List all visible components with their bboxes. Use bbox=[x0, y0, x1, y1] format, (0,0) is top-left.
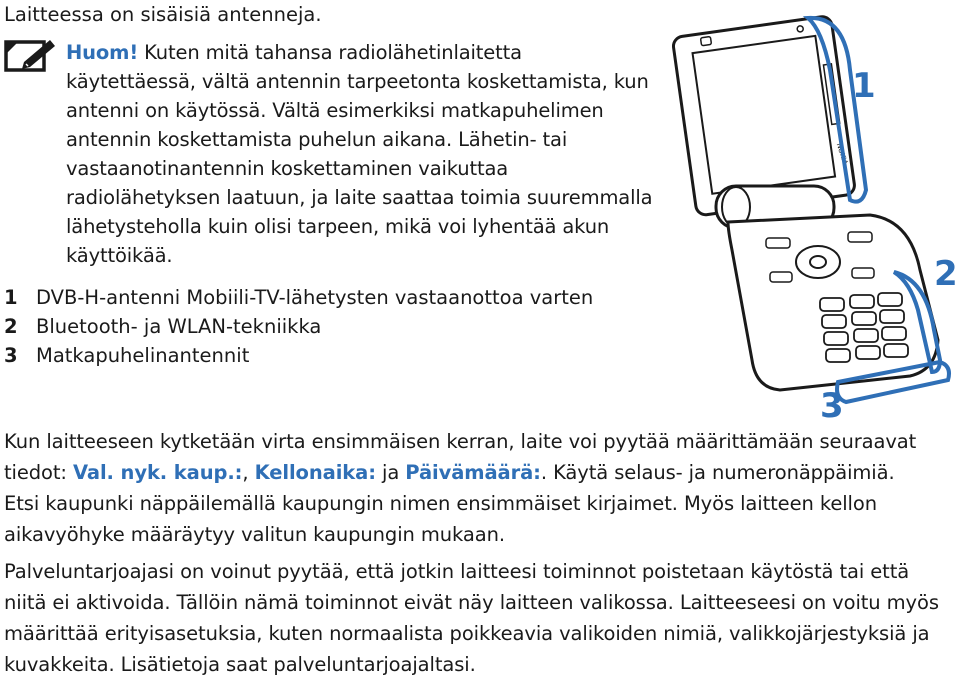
provider-paragraph bbox=[4, 556, 956, 680]
note-line: Kuten mitä tahansa radiolähetinlaitetta bbox=[138, 41, 522, 64]
text-span: , bbox=[242, 461, 255, 484]
antenna-legend bbox=[4, 283, 593, 370]
device-logo: NOKIA bbox=[834, 142, 850, 166]
paragraph-line: niitä ei aktivoida. Tällöin nämä toiminnot eivät näy laitteen valikossa. Laitteeseesi on voitu myös bbox=[4, 591, 939, 614]
paragraph-line: aikavyöhyke määräytyy valitun kaupungin mukaan. bbox=[4, 523, 505, 546]
note-line: antennin koskettamista puhelun aikana. Lähetin- tai bbox=[66, 128, 568, 151]
paragraph-line bbox=[4, 457, 956, 488]
callout-3: 3 bbox=[820, 386, 844, 426]
callout-1: 1 bbox=[852, 66, 876, 106]
legend-number: 1 bbox=[4, 286, 18, 309]
legend-number: 3 bbox=[4, 344, 18, 367]
date-setting-label: Päivämäärä: bbox=[405, 461, 541, 484]
note-title: Huom! bbox=[66, 41, 139, 64]
text-span: ja bbox=[375, 461, 406, 484]
legend-item bbox=[4, 341, 593, 370]
note-line: antenni on käytössä. Vältä esimerkiksi matkapuhelimen bbox=[66, 99, 604, 122]
note-icon bbox=[4, 38, 56, 74]
callout-2: 2 bbox=[934, 254, 958, 294]
legend-text: DVB-H-antenni Mobiili-TV-lähetysten vastaanottoa varten bbox=[36, 286, 594, 309]
legend-item bbox=[4, 283, 593, 312]
paragraph-line: määrittää erityisasetuksia, kuten normaalista poikkeavia valikoiden nimiä, valikkojärjestyksiä ja bbox=[4, 622, 930, 645]
paragraph-line: Kun laitteeseen kytketään virta ensimmäisen kerran, laite voi pyytää määrittämään seuraavat bbox=[4, 430, 917, 453]
text-span: tiedot: bbox=[4, 461, 73, 484]
note-block bbox=[66, 38, 676, 270]
setup-paragraph bbox=[4, 426, 956, 550]
phone-illustration bbox=[670, 10, 960, 420]
paragraph-line: Etsi kaupunki näppäilemällä kaupungin nimen ensimmäiset kirjaimet. Myös laitteen kellon bbox=[4, 492, 877, 515]
legend-text: Matkapuhelinantennit bbox=[36, 344, 250, 367]
paragraph-line: kuvakkeita. Lisätietoja saat palveluntarjoajaltasi. bbox=[4, 653, 476, 676]
legend-item bbox=[4, 312, 593, 341]
note-line: käytettäessä, vältä antennin tarpeetonta koskettamista, kun bbox=[66, 70, 649, 93]
note-line: lähetysteholla kuin olisi tarpeen, mikä voi lyhentää akun bbox=[66, 215, 610, 238]
intro-text: Laitteessa on sisäisiä antenneja. bbox=[4, 3, 322, 26]
text-span: . Käytä selaus- ja numeronäppäimiä. bbox=[540, 461, 895, 484]
note-line: käyttöikää. bbox=[66, 244, 173, 267]
legend-text: Bluetooth- ja WLAN-tekniikka bbox=[36, 315, 322, 338]
note-line: radiolähetyksen laatuun, ja laite saattaa toimia suuremmalla bbox=[66, 186, 653, 209]
legend-number: 2 bbox=[4, 315, 18, 338]
paragraph-line: Palveluntarjoajasi on voinut pyytää, että jotkin laitteesi toiminnot poistetaan käytöstä tai että bbox=[4, 560, 910, 583]
note-line: vastaanotinantennin koskettaminen vaikuttaa bbox=[66, 157, 509, 180]
time-setting-label: Kellonaika: bbox=[254, 461, 376, 484]
city-setting-label: Val. nyk. kaup.: bbox=[72, 461, 243, 484]
